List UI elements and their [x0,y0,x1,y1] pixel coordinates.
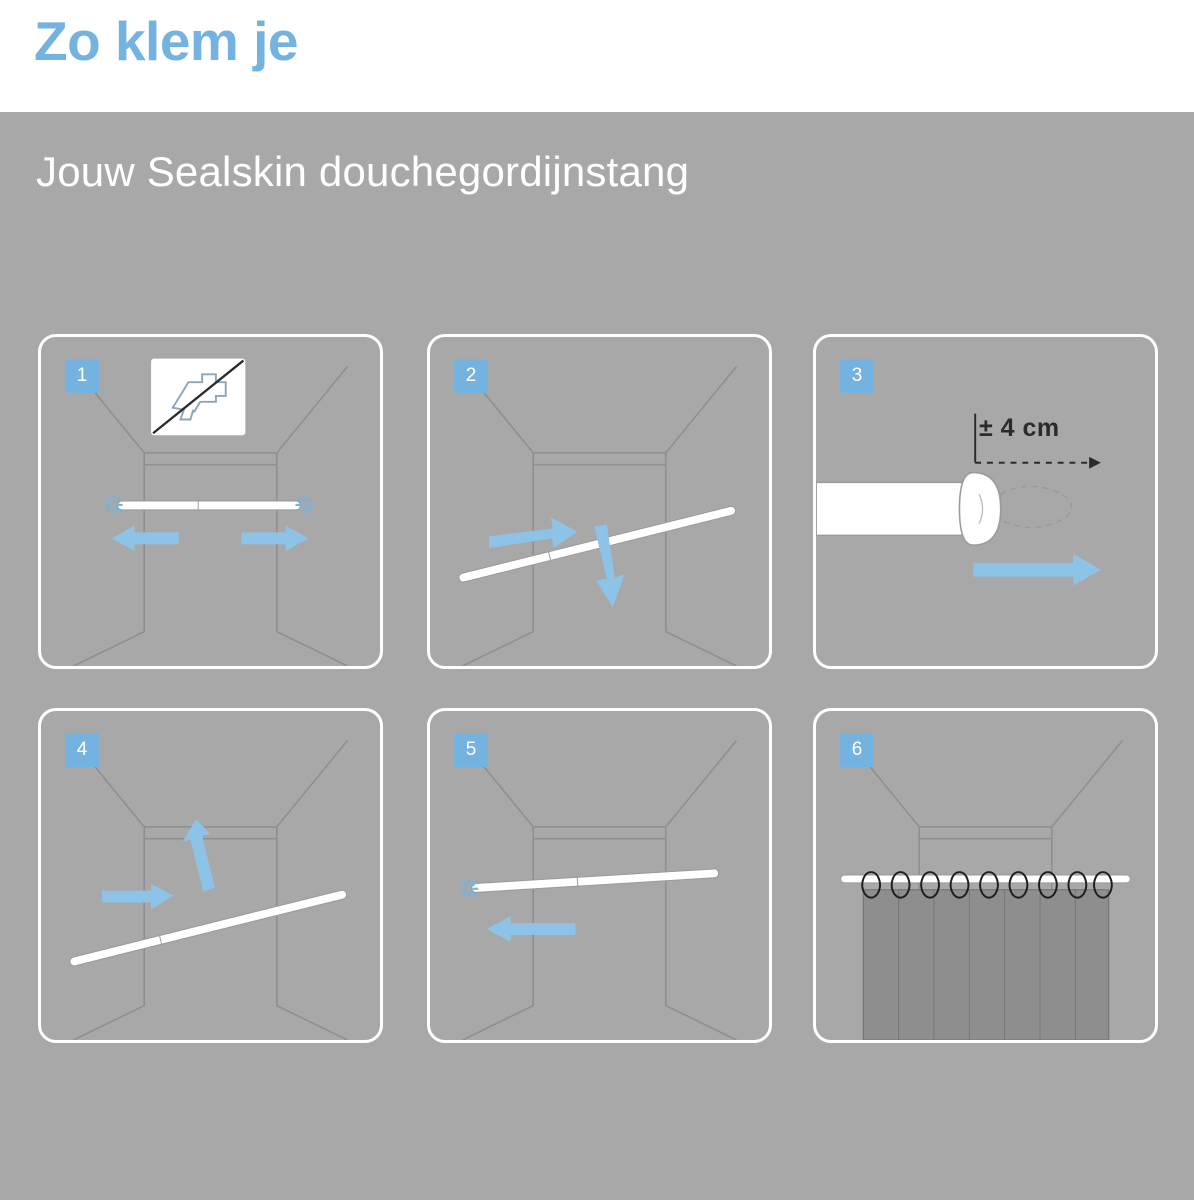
arrow-left-icon [487,916,575,942]
page-title: Zo klem je [34,10,298,72]
arrow-up-icon [183,819,215,892]
shower-rod-icon [471,869,719,893]
step-number-badge: 4 [65,733,99,767]
measure-bracket-icon [975,414,1101,469]
step-card-5 [427,708,772,1043]
panel-subtitle: Jouw Sealskin douchegordijnstang [36,148,690,195]
step-number-badge: 1 [65,359,99,393]
step-number-badge: 3 [840,359,874,393]
step-card-1 [38,334,383,669]
arrow-right-icon [973,554,1101,585]
step-number-badge: 6 [840,733,874,767]
pressure-point-icon [461,880,479,898]
shower-curtain-icon [863,890,1109,1040]
measurement-label: ± 4 cm [979,414,1060,442]
arrow-left-icon [112,526,179,552]
step-number-badge: 2 [454,359,488,393]
no-drill-icon [151,359,245,436]
step-card-6 [813,708,1158,1043]
extended-position-ghost [1001,486,1072,527]
instruction-panel [0,112,1194,1200]
step-card-4 [38,708,383,1043]
step-number-badge: 5 [454,733,488,767]
step-card-2 [427,334,772,669]
arrow-right-icon [241,526,308,552]
shower-rod-icon [118,501,301,510]
shower-rod-icon [816,473,1001,546]
arrow-right-icon [102,884,174,910]
step-card-3 [813,334,1158,669]
